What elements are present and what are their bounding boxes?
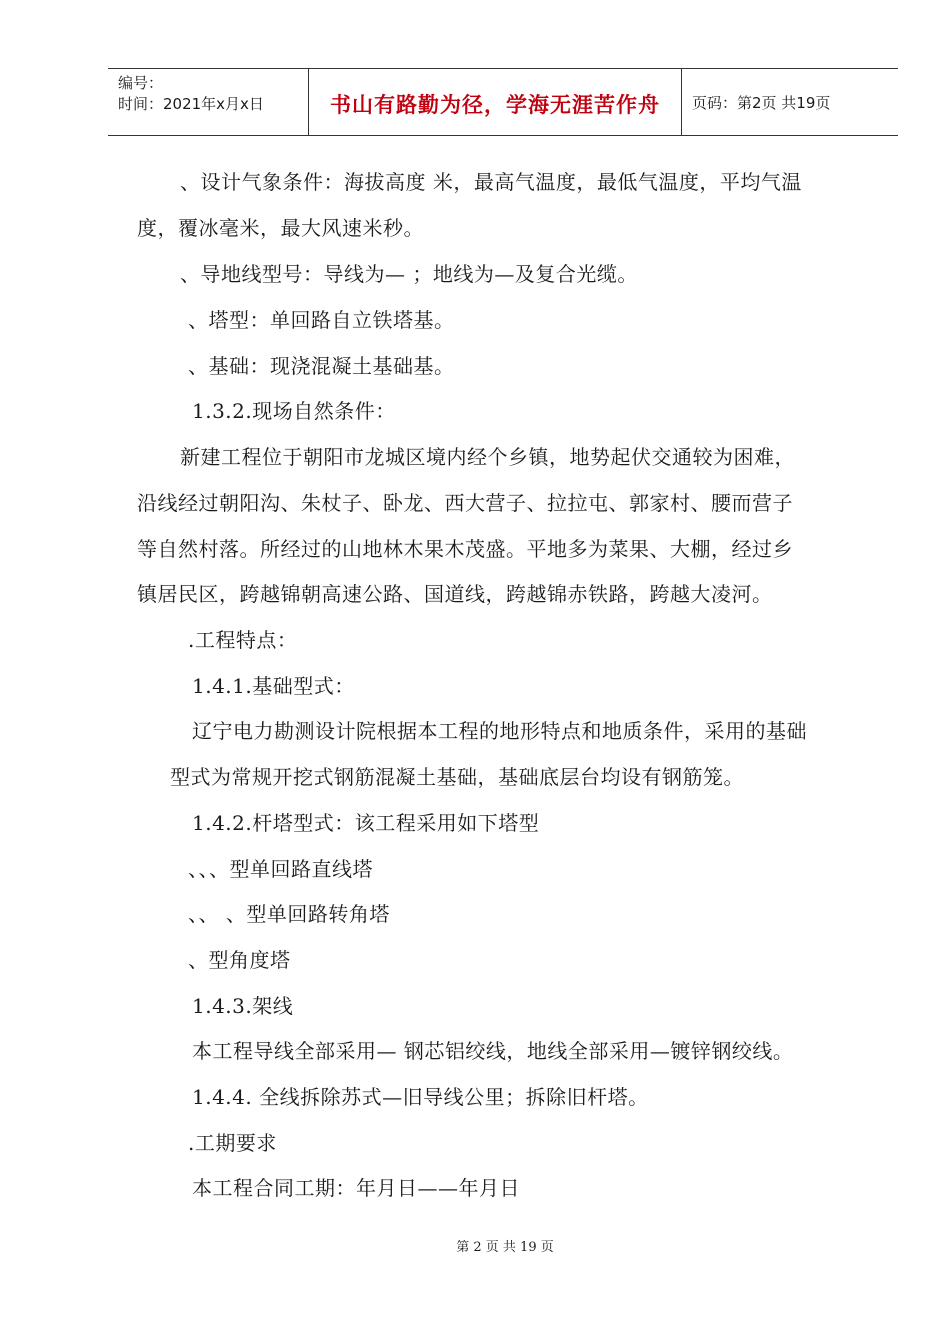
body-line: 辽宁电力勘测设计院根据本工程的地形特点和地质条件，采用的基础: [192, 719, 807, 743]
body-line: 度，覆冰毫米，最大风速米秒。: [137, 216, 424, 240]
body-line: 、设计气象条件：海拔高度 米，最高气温度，最低气温度，平均气温: [180, 170, 802, 194]
body-line: 本工程导线全部采用— 钢芯铝绞线，地线全部采用—镀锌钢绞线。: [192, 1039, 794, 1063]
header-motto: [308, 69, 682, 135]
section-heading: .工程特点：: [188, 628, 298, 652]
body-line: 、塔型：单回路自立铁塔基。: [188, 308, 455, 332]
document-code-label: 编号：: [118, 74, 164, 92]
body-line: 新建工程位于朝阳市龙城区境内经个乡镇，地势起伏交通较为困难，: [180, 445, 795, 469]
section-heading: 1.4.3.架线: [192, 994, 294, 1018]
motto-text: 书山有路勤为径，学海无涯苦作舟: [330, 92, 660, 117]
body-line: 、、 、型单回路转角塔: [188, 902, 390, 926]
page-header: [108, 68, 898, 136]
body-line: 型式为常规开挖式钢筋混凝土基础，基础底层台均设有钢筋笼。: [170, 765, 744, 789]
page-code-text: 页码：第2页 共19页: [692, 93, 831, 112]
header-page-code: [682, 69, 898, 135]
body-line: 、、、型单回路直线塔: [188, 857, 373, 881]
body-line: 本工程合同工期：年月日——年月日: [192, 1176, 520, 1200]
body-line: 、基础：现浇混凝土基础基。: [188, 354, 455, 378]
body-line: 等自然村落。所经过的山地林木果木茂盛。平地多为菜果、大棚，经过乡: [137, 537, 793, 561]
section-heading: .工期要求: [188, 1131, 277, 1155]
body-line: 镇居民区，跨越锦朝高速公路、国道线，跨越锦赤铁路，跨越大凌河。: [137, 582, 773, 606]
body-line: 、导地线型号：导线为— ；地线为—及复合光缆。: [180, 262, 638, 286]
section-heading: 1.4.2.杆塔型式：该工程采用如下塔型: [192, 811, 540, 835]
section-heading: 1.4.1.基础型式：: [192, 674, 355, 698]
body-line: 、型角度塔: [188, 948, 291, 972]
page-footer: [0, 1236, 950, 1255]
header-meta: [108, 69, 308, 135]
section-heading: 1.3.2.现场自然条件：: [192, 399, 396, 423]
document-date: 时间：2021年x月x日: [118, 95, 264, 113]
body-line: 沿线经过朝阳沟、朱杖子、卧龙、西大营子、拉拉屯、郭家村、腰而营子: [137, 491, 793, 515]
section-heading: 1.4.4. 全线拆除苏式—旧导线公里；拆除旧杆塔。: [192, 1085, 649, 1109]
footer-page-number: 第 2 页 共 19 页: [456, 1240, 554, 1255]
